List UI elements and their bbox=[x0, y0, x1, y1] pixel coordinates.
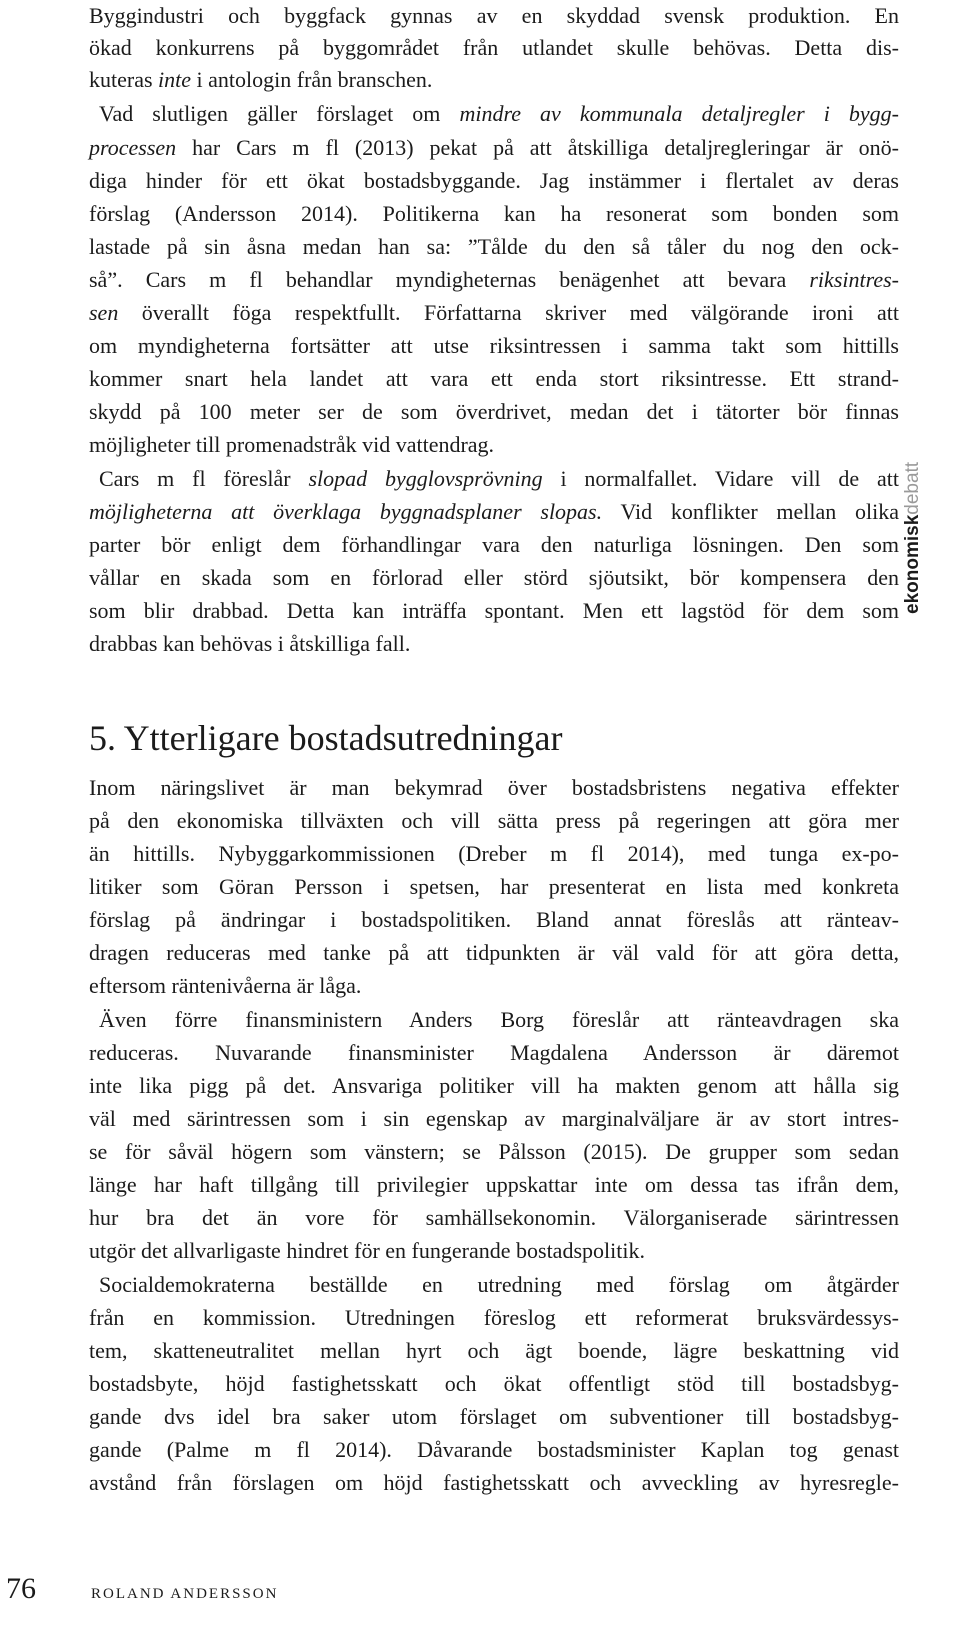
text-line: bostadsbyte, höjd fastighetsskatt och ökat offentligt stöd till bostadsbyg- bbox=[89, 1371, 899, 1396]
text-line: Byggindustri och byggfack gynnas av en skyddad svensk produktion. En bbox=[89, 3, 899, 28]
text-line: möjligheterna att överklaga byggnadsplaner slopas. Vid konflikter mellan olika bbox=[89, 499, 900, 524]
journal-name-bold: ekonomisk bbox=[902, 514, 923, 614]
text-line: från en kommission. Utredningen föreslog ett reformerat bruksvärdessys- bbox=[89, 1305, 899, 1330]
text-line: än hittills. Nybyggarkommissionen (Dreber m fl 2014), med tunga ex-po- bbox=[89, 841, 899, 866]
text-line: vållar en skada som en förlorad eller störd sjöutsikt, bör kompensera den bbox=[89, 565, 899, 590]
text-line: tem, skatteneutralitet mellan hyrt och ägt boende, lägre beskattning vid bbox=[89, 1338, 899, 1363]
text-line: utgör det allvarligaste hindret för en fungerande bostadspolitik. bbox=[89, 1238, 645, 1263]
text-line: förslag på ändringar i bostadspolitiken. Bland annat föreslås att ränteav- bbox=[89, 907, 899, 932]
text-line: ökad konkurrens på byggområdet från utlandet skulle behövas. Detta dis- bbox=[89, 35, 899, 60]
text-line: reduceras. Nuvarande finansminister Magdalena Andersson är däremot bbox=[89, 1040, 899, 1065]
text-line: väl med särintressen som i sin egenskap av marginalväljare är av stort intres- bbox=[89, 1106, 899, 1131]
text-line: som blir drabbad. Detta kan inträffa spontant. Men ett lagstöd för dem som bbox=[89, 598, 899, 623]
text-line: förslag (Andersson 2014). Politikerna kan ha resonerat som bonden som bbox=[89, 201, 899, 226]
text-line: dragen reduceras med tanke på att tidpunkten är väl vald för att göra detta, bbox=[89, 940, 899, 965]
text-line: om myndigheterna fortsätter att utse riksintressen i samma takt som hittills bbox=[89, 333, 899, 358]
text-line: möjligheter till promenadstråk vid vattendrag. bbox=[89, 432, 495, 457]
text-line: Vad slutligen gäller förslaget om mindre av kommunala detaljregler i bygg- bbox=[99, 101, 899, 126]
journal-name-light: debatt bbox=[902, 461, 923, 515]
text-line: drabbas kan behövas i åtskilliga fall. bbox=[89, 631, 411, 656]
text-line: litiker som Göran Persson i spetsen, har presenterat en lista med konkreta bbox=[89, 874, 899, 899]
text-line: gande (Palme m fl 2014). Dåvarande bostadsminister Kaplan tog genast bbox=[89, 1437, 899, 1462]
text-line: Cars m fl föreslår slopad bygglovsprövning i normalfallet. Vidare vill de att bbox=[99, 466, 900, 491]
text-line: se för såväl högern som vänstern; se Pålsson (2015). De grupper som sedan bbox=[89, 1139, 899, 1164]
text-line: diga hinder för ett ökat bostadsbyggande. Jag instämmer i flertalet av deras bbox=[89, 168, 899, 193]
running-footer-author: ROLAND ANDERSSON bbox=[91, 1586, 279, 1602]
text-line: sen överallt föga respektfullt. Författarna skriver med välgörande ironi att bbox=[89, 300, 899, 325]
text-line: Socialdemokraterna beställde en utredning med förslag om åtgärder bbox=[99, 1272, 899, 1297]
text-line: Inom näringslivet är man bekymrad över bostadsbristens negativa effekter bbox=[89, 775, 899, 800]
text-line: avstånd från förslagen om höjd fastighetsskatt och avveckling av hyresregle- bbox=[89, 1470, 899, 1495]
text-line: så”. Cars m fl behandlar myndigheternas benägenhet att bevara riksintres- bbox=[89, 267, 899, 292]
text-line: på den ekonomiska tillväxten och vill sätta press på regeringen att göra mer bbox=[89, 808, 899, 833]
text-line: hur bra det än vore för samhällsekonomin. Välorganiserade särintressen bbox=[89, 1205, 899, 1230]
text-line: länge har haft tillgång till privilegier uppskattar inte om dessa tas ifrån dem, bbox=[89, 1172, 899, 1197]
text-line: gande dvs idel bra saker utom förslaget om subventioner till bostadsbyg- bbox=[89, 1404, 899, 1429]
text-line: skydd på 100 meter ser de som överdrivet, medan det i tätorter bör finnas bbox=[89, 399, 899, 424]
text-line: processen har Cars m fl (2013) pekat på att åtskilliga detaljregleringar är onö- bbox=[89, 135, 899, 160]
text-line: eftersom räntenivåerna är låga. bbox=[89, 973, 362, 998]
text-line: kuteras inte i antologin från branschen. bbox=[89, 67, 433, 92]
page-number: 76 bbox=[6, 1572, 36, 1605]
text-line: lastade på sin åsna medan han sa: ”Tålde du den så tåler du nog den ock- bbox=[89, 234, 899, 259]
text-line: inte lika pigg på det. Ansvariga politiker vill ha makten genom att hålla sig bbox=[89, 1073, 899, 1098]
journal-name bbox=[902, 462, 924, 614]
text-line: Även förre finansministern Anders Borg föreslår att ränteavdragen ska bbox=[99, 1007, 899, 1032]
text-line: kommer snart hela landet att vara ett enda stort riksintresse. Ett strand- bbox=[89, 366, 899, 391]
section-heading: 5. Ytterligare bostadsutredningar bbox=[89, 718, 563, 758]
text-line: parter bör enligt dem förhandlingar vara den naturliga lösningen. Den som bbox=[89, 532, 899, 557]
